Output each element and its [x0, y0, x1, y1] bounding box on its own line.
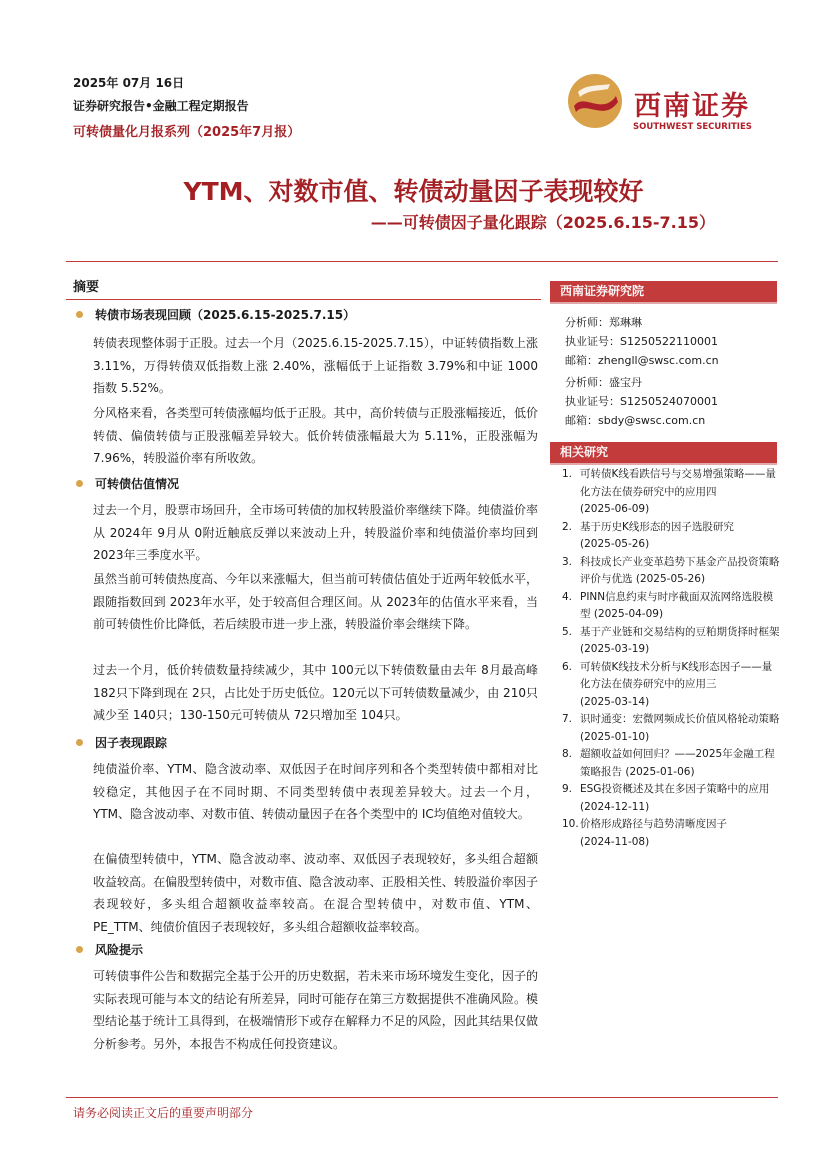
list-item[interactable] — [562, 816, 782, 851]
analyst-email[interactable]: 邮箱：sbdy@swsc.com.cn — [565, 414, 706, 427]
paragraph: 过去一个月，低价转债数量持续减少，其中 100元以下转债数量由去年 8月最高峰 182只下降到现在 2只，占比处于历史低位。120元以下可转债数量减少，由 210只减少至 140只；130-150元可转债从 72只增加至 104只。 — [93, 663, 538, 722]
section-heading-risk — [76, 941, 143, 958]
item-date: (2025-01-10) — [580, 730, 650, 743]
company-logo — [566, 72, 766, 138]
bullet-icon — [76, 946, 83, 953]
related-research-label: 相关研究 — [550, 442, 777, 463]
bullet-icon — [76, 311, 83, 318]
paragraph: 过去一个月，股票市场回升，全市场可转债的加权转股溢价率继续下降。纯债溢价率从 2024年 9月从 0附近触底反弹以来波动上升，转股溢价率和纯债溢价率均回到 2023年三季度水平。 — [93, 503, 538, 562]
item-number: 9. — [562, 783, 573, 795]
related-research-list — [562, 466, 782, 851]
list-item[interactable] — [562, 554, 782, 589]
analyst-name: 分析师：郑琳琳 — [565, 316, 642, 329]
related-label-underline — [550, 463, 777, 465]
sub-title: ——可转债因子量化跟踪（2025.6.15-7.15） — [370, 213, 715, 232]
analyst-cert: 执业证号：S1250522110001 — [565, 335, 718, 348]
item-number: 2. — [562, 520, 573, 533]
analyst-name: 分析师：盛宝丹 — [565, 376, 642, 389]
item-date: (2025-04-09) — [593, 608, 664, 620]
item-title: 科技成长产业变革趋势下基金产品投资策略评价与优选 — [580, 555, 780, 585]
report-series: 可转债量化月报系列（2025年7月报） — [73, 125, 301, 140]
list-item[interactable] — [562, 624, 782, 659]
item-number: 1. — [562, 468, 573, 480]
item-title: PINN信息约束与时序截面双流网络选股模型 — [580, 590, 774, 620]
list-item[interactable] — [562, 659, 782, 712]
item-number: 3. — [562, 555, 573, 568]
item-date: (2025-06-09) — [580, 503, 650, 515]
paragraph: 转债表现整体弱于正股。过去一个月（2025.6.15-2025.7.15），中证转债指数上涨 3.11%，万得转债双低指数上涨 2.40%，涨幅低于上证指数 3.79%和中证 1000 指数 5.52%。 — [93, 336, 538, 395]
section-heading-text: 可转债估值情况 — [95, 477, 180, 491]
abstract-label: 摘要 — [73, 280, 100, 295]
list-item[interactable] — [562, 466, 782, 519]
report-type: 证券研究报告•金融工程定期报告 — [73, 99, 249, 113]
section-heading-factors — [76, 734, 167, 751]
section-heading-market — [76, 306, 355, 323]
item-number: 8. — [562, 748, 573, 760]
item-title: ESG投资概述及其在多因子策略中的应用 — [580, 783, 770, 795]
item-title: 超额收益如何回归？——2025年金融工程策略报告 — [580, 748, 775, 778]
item-date: (2024-12-11) — [580, 800, 650, 813]
bullet-icon — [76, 480, 83, 487]
analyst-info — [565, 313, 719, 370]
analyst-info — [565, 373, 718, 430]
logo-chinese-name: 西南证券 — [634, 91, 750, 122]
item-number: 7. — [562, 713, 573, 725]
item-date: (2024-11-08) — [580, 835, 650, 848]
item-title: 基于历史K线形态的因子选股研究 — [580, 520, 734, 533]
section-heading-text: 转债市场表现回顾（2025.6.15-2025.7.15） — [95, 308, 356, 322]
main-title: YTM、对数市值、转债动量因子表现较好 — [183, 177, 644, 206]
header-divider — [66, 261, 778, 262]
item-date: (2025-03-14) — [580, 695, 650, 708]
paragraph: 可转债事件公告和数据完全基于公开的历史数据，若未来市场环境发生变化，因子的实际表现可能与本文的结论有所差异，同时可能存在第三方数据提供不准确风险。模型结论基于统计工具得到，在极端情形下或存在解释力不足的风险，因此其结果仅做分析参考。另外，本报告不构成任何投资建议。 — [93, 969, 538, 1051]
abstract-divider — [66, 299, 541, 300]
item-number: 10. — [562, 818, 579, 830]
item-title: 价格形成路径与趋势清晰度因子 — [580, 818, 727, 830]
section-heading-text: 因子表现跟踪 — [95, 736, 168, 750]
item-date: (2025-05-26) — [580, 538, 650, 550]
item-title: 识时通变：宏微网频成长价值风格轮动策略 — [580, 713, 780, 725]
analyst-cert: 执业证号：S1250524070001 — [565, 395, 718, 408]
bullet-icon — [76, 739, 83, 746]
report-date: 2025年 07月 16日 — [73, 76, 185, 90]
logo-mark-icon — [566, 72, 624, 130]
list-item[interactable] — [562, 589, 782, 624]
list-item[interactable] — [562, 711, 782, 746]
item-number: 4. — [562, 590, 573, 603]
item-title: 基于产业链和交易结构的豆粕期货择时框架 — [580, 625, 780, 638]
list-item[interactable] — [562, 746, 782, 781]
item-date: (2025-01-06) — [625, 765, 695, 778]
item-date: (2025-05-26) — [635, 573, 706, 585]
footer-disclaimer: 请务必阅读正文后的重要声明部分 — [73, 1106, 254, 1120]
list-item[interactable] — [562, 519, 782, 554]
paragraph: 纯债溢价率、YTM、隐含波动率、双低因子在时间序列和各个类型转债中都相对比较稳定，其他因子在不同时期、不同类型转债中表现差异较大。过去一个月，YTM、隐含波动率、对数市值、转债动量因子在各个类型中的 IC均值绝对值较大。 — [93, 762, 538, 821]
paragraph: 虽然当前可转债热度高、今年以来涨幅大，但当前可转债估值处于近两年较低水平，跟随指数回到 2023年水平，处于较高但合理区间。从 2023年的估值水平来看，当前可转债性价比降低，若后续股市进一步上涨，转股溢价率会继续下降。 — [93, 572, 538, 631]
institute-label: 西南证券研究院 — [550, 281, 777, 302]
item-number: 5. — [562, 625, 573, 638]
footer-divider — [66, 1097, 778, 1098]
analyst-email[interactable]: 邮箱：zhengll@swsc.com.cn — [565, 354, 719, 367]
list-item[interactable] — [562, 781, 782, 816]
item-date: (2025-03-19) — [580, 643, 650, 655]
item-number: 6. — [562, 660, 573, 673]
item-title: 可转债K线技术分析与K线形态因子——量化方法在债券研究中的应用三 — [580, 660, 773, 690]
section-heading-text: 风险提示 — [95, 943, 144, 957]
paragraph: 分风格来看，各类型可转债涨幅均低于正股。其中，高价转债与正股涨幅接近，低价转债、偏债转债与正股涨幅差异较大。低价转债涨幅最大为 5.11%，正股涨幅为 7.96%，转股溢价率有所收敛。 — [93, 406, 538, 465]
section-heading-valuation — [76, 475, 179, 492]
item-title: 可转债K线看跌信号与交易增强策略——量化方法在债券研究中的应用四 — [580, 468, 776, 498]
paragraph: 在偏债型转债中，YTM、隐含波动率、波动率、双低因子表现较好，多头组合超额收益较高。在偏股型转债中，对数市值、隐含波动率、正股相关性、转股溢价率因子表现较好，多头组合超额收益率较高。在混合型转债中，对数市值、YTM、PE_TTM、纯债价值因子表现较好，多头组合超额收益率较高。 — [93, 852, 538, 934]
institute-label-underline — [550, 302, 777, 304]
logo-english-name: SOUTHWEST SECURITIES — [633, 122, 752, 132]
